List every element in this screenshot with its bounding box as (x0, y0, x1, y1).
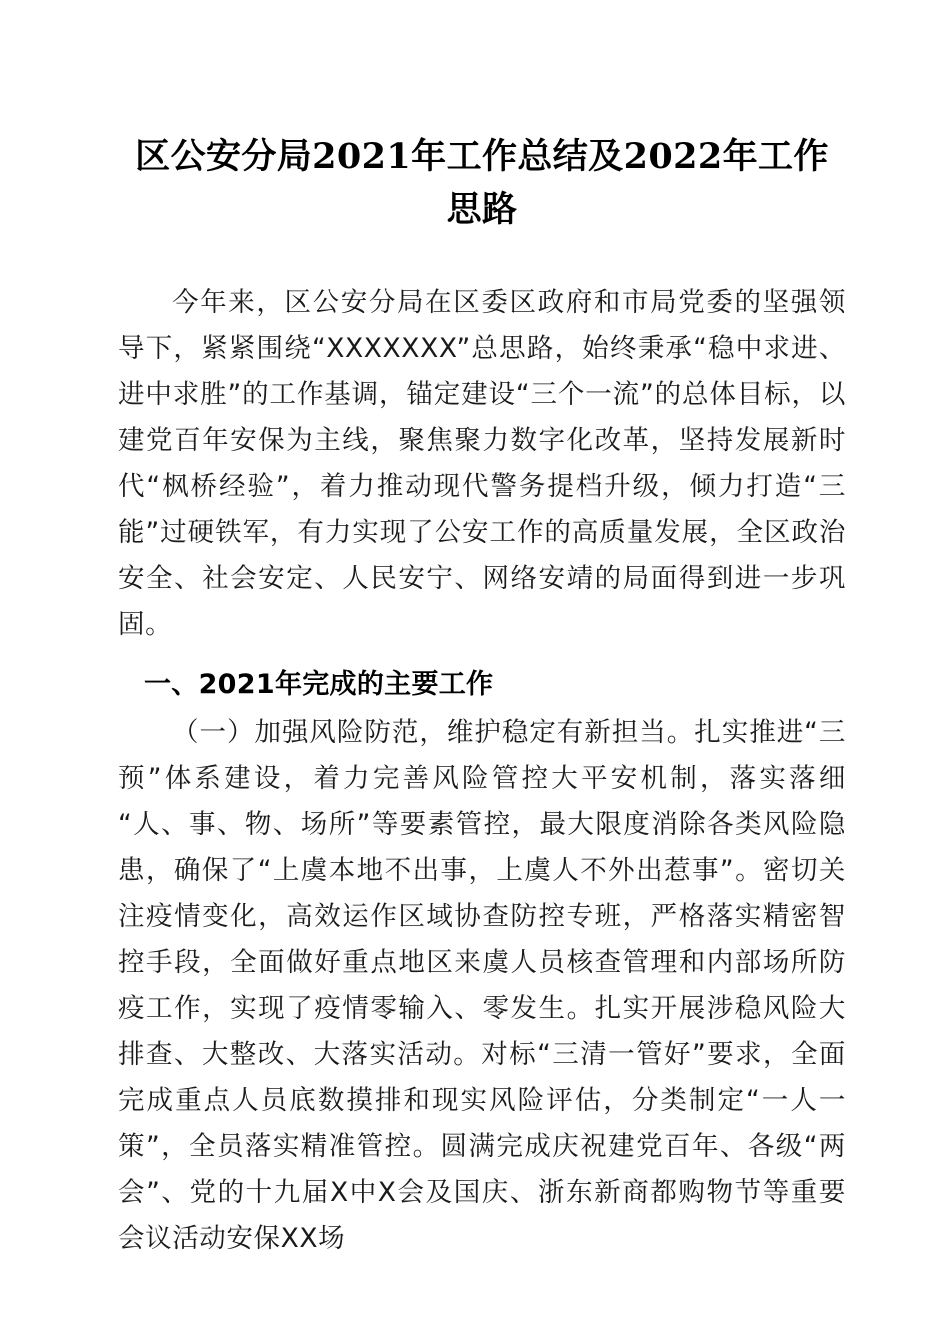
document-content-area (118, 0, 846, 1262)
section-heading-one: 一、2021年完成的主要工作 (144, 669, 494, 700)
subsection-one-paragraph: （一）加强风险防范，维护稳定有新担当。扎实推进“三预”体系建设，着力完善风险管控大平安机制，落实落细“人、事、物、场所”等要素管控，最大限度消除各类风险隐患，确保了“上虞本地不出事，上虞人不外出惹事”。密切关注疫情变化，高效运作区域协查防控专班，严格落实精密智控手段，全面做好重点地区来虞人员核查管理和内部场所防疫工作，实现了疫情零输入、零发生。扎实开展涉稳风险大排查、大整改、大落实活动。对标“三清一管好”要求，全面完成重点人员底数摸排和现实风险评估，分类制定“一人一策”，全员落实精准管控。圆满完成庆祝建党百年、各级“两会”、党的十九届X中X会及国庆、浙东新商都购物节等重要会议活动安保XX场 (118, 717, 846, 1254)
intro-paragraph: 今年来，区公安分局在区委区政府和市局党委的坚强领导下，紧紧围绕“XXXXXXX”总思路，始终秉承“稳中求进、进中求胜”的工作基调，锚定建设“三个一流”的总体目标，以建党百年安保为主线，聚焦聚力数字化改革，坚持发展新时代“枫桥经验”，着力推动现代警务提档升级，倾力打造“三能”过硬铁军，有力实现了公安工作的高质量发展，全区政治安全、社会安定、人民安宁、网络安靖的局面得到进一步巩固。 (118, 287, 846, 640)
page-title: 区公安分局2021年工作总结及2022年工作思路 (135, 136, 829, 230)
